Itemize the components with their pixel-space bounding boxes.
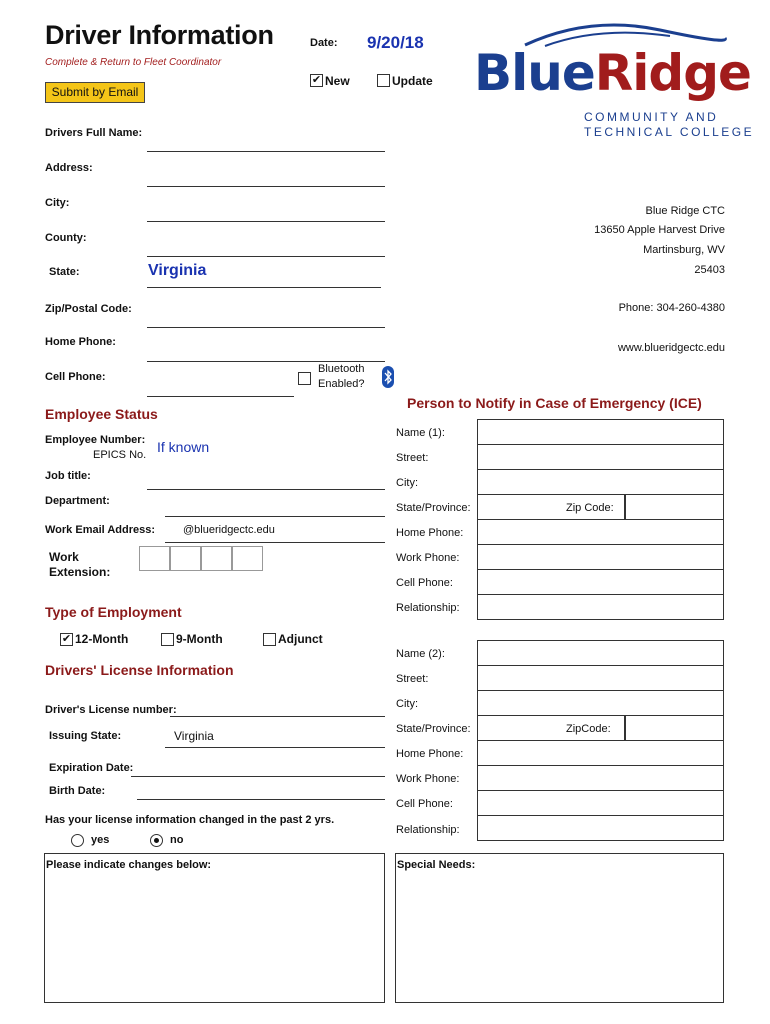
license-changes-textarea[interactable]	[44, 853, 385, 1003]
college-street: 13650 Apple Harvest Drive	[594, 224, 725, 236]
employee-number-field[interactable]: If known	[157, 439, 210, 455]
update-checkbox[interactable]	[377, 74, 390, 87]
full-name-label: Drivers Full Name:	[45, 127, 143, 139]
expiration-date-label: Expiration Date:	[49, 762, 134, 774]
ice1-relationship-field[interactable]	[477, 594, 724, 620]
cell-phone-label: Cell Phone:	[45, 371, 106, 383]
ice1-cell-phone-label: Cell Phone:	[396, 577, 453, 589]
ice1-street-label: Street:	[396, 452, 429, 464]
date-label: Date:	[310, 37, 338, 49]
ice1-home-phone-field[interactable]	[477, 519, 724, 545]
expiration-date-field[interactable]	[131, 776, 385, 777]
job-title-label: Job title:	[45, 470, 91, 482]
state-label: State:	[49, 266, 80, 278]
ice1-home-phone-label: Home Phone:	[396, 527, 464, 539]
ice2-relationship-field[interactable]	[477, 815, 724, 841]
address-label: Address:	[45, 162, 93, 174]
birth-date-label: Birth Date:	[49, 785, 106, 797]
state-underline	[147, 287, 381, 288]
city-field[interactable]	[147, 221, 385, 222]
update-label: Update	[392, 74, 433, 88]
ice1-work-phone-field[interactable]	[477, 544, 724, 570]
new-label: New	[325, 74, 350, 88]
zip-field[interactable]	[147, 327, 385, 328]
extension-digit-2[interactable]	[170, 546, 201, 571]
twelve-month-checkbox[interactable]: ✔	[61, 633, 72, 645]
nine-month-checkbox[interactable]	[161, 633, 174, 646]
license-changed-question: Has your license information changed in the past 2 yrs.	[45, 814, 335, 826]
license-heading: Drivers' License Information	[45, 662, 234, 678]
ice1-name-field[interactable]	[477, 419, 724, 445]
college-zip: 25403	[694, 264, 725, 276]
ice1-street-field[interactable]	[477, 444, 724, 470]
ice1-cell-phone-field[interactable]	[477, 569, 724, 595]
work-email-label: Work Email Address:	[45, 524, 156, 536]
county-label: County:	[45, 232, 87, 244]
ice-heading: Person to Notify in Case of Emergency (ICE)	[407, 395, 702, 411]
college-name: Blue Ridge CTC	[645, 205, 725, 217]
ice2-cell-phone-field[interactable]	[477, 790, 724, 816]
college-phone: Phone: 304-260-4380	[618, 302, 725, 314]
ice1-relationship-label: Relationship:	[396, 602, 460, 614]
county-field[interactable]	[147, 256, 385, 257]
logo-blue-text: Blue	[474, 44, 595, 102]
college-city: Martinsburg, WV	[643, 244, 725, 256]
logo-subtitle-2: TECHNICAL COLLEGE	[584, 125, 755, 139]
employee-number-label: Employee Number:	[45, 434, 146, 446]
issuing-state-label: Issuing State:	[49, 730, 122, 742]
ice2-relationship-label: Relationship:	[396, 824, 460, 836]
ice2-work-phone-label: Work Phone:	[396, 773, 460, 785]
zip-label: Zip/Postal Code:	[45, 303, 132, 315]
logo-subtitle-1: COMMUNITY AND	[584, 110, 719, 124]
ice1-state-field[interactable]	[477, 494, 625, 520]
special-needs-textarea[interactable]	[395, 853, 724, 1003]
city-label: City:	[45, 197, 70, 209]
ice2-state-field[interactable]	[477, 715, 625, 741]
no-label: no	[170, 834, 184, 846]
ice2-state-label: State/Province:	[396, 723, 471, 735]
license-number-field[interactable]	[170, 716, 385, 717]
college-logo	[474, 44, 751, 102]
logo-ridge-text: Ridge	[594, 44, 751, 102]
ice1-work-phone-label: Work Phone:	[396, 552, 460, 564]
college-web: www.blueridgectc.edu	[617, 342, 725, 354]
ice2-street-label: Street:	[396, 673, 429, 685]
extension-label-1: Work	[49, 550, 79, 564]
issuing-state-underline	[165, 747, 385, 748]
twelve-month-label: 12-Month	[75, 632, 129, 646]
extension-digit-3[interactable]	[201, 546, 232, 571]
ice1-city-field[interactable]	[477, 469, 724, 495]
nine-month-label: 9-Month	[176, 632, 223, 646]
home-phone-field[interactable]	[147, 361, 385, 362]
yes-label: yes	[91, 834, 110, 846]
adjunct-checkbox[interactable]	[263, 633, 276, 646]
department-field[interactable]	[165, 516, 385, 517]
special-needs-label: Special Needs:	[397, 859, 476, 871]
ice2-name-field[interactable]	[477, 640, 724, 666]
epics-label: EPICS No.	[93, 449, 147, 461]
ice1-state-label: State/Province:	[396, 502, 471, 514]
job-title-field[interactable]	[147, 489, 385, 490]
full-name-field[interactable]	[147, 151, 385, 152]
ice2-zip-field[interactable]	[625, 715, 724, 741]
state-field[interactable]: Virginia	[148, 262, 207, 279]
bluetooth-icon	[382, 366, 394, 388]
submit-by-email-button[interactable]: Submit by Email	[45, 82, 145, 103]
license-number-label: Driver's License number:	[45, 704, 177, 716]
department-label: Department:	[45, 495, 110, 507]
home-phone-label: Home Phone:	[45, 336, 116, 348]
page-title: Driver Information	[45, 20, 274, 50]
ice2-home-phone-field[interactable]	[477, 740, 724, 766]
extension-digit-1[interactable]	[139, 546, 170, 571]
work-email-suffix: @blueridgectc.edu	[183, 524, 275, 536]
ice2-city-field[interactable]	[477, 690, 724, 716]
adjunct-label: Adjunct	[278, 632, 323, 646]
cell-phone-field[interactable]	[147, 396, 294, 397]
license-changed-no-radio[interactable]	[150, 834, 163, 847]
page-subtitle: Complete & Return to Fleet Coordinator	[45, 57, 222, 68]
extension-digit-4[interactable]	[232, 546, 263, 571]
work-email-field[interactable]	[165, 542, 385, 543]
date-field[interactable]: 9/20/18	[367, 33, 424, 52]
ice1-city-label: City:	[396, 477, 418, 489]
birth-date-field[interactable]	[137, 799, 385, 800]
extension-label-2: Extension:	[49, 565, 111, 579]
ice2-city-label: City:	[396, 698, 418, 710]
ice1-zip-label: Zip Code:	[566, 502, 614, 514]
employee-status-heading: Employee Status	[45, 406, 158, 422]
ice1-name-label: Name (1):	[396, 427, 445, 439]
ice1-zip-field[interactable]	[625, 494, 724, 520]
ice2-work-phone-field[interactable]	[477, 765, 724, 791]
bluetooth-label-2: Enabled?	[318, 378, 365, 390]
license-changed-yes-radio[interactable]	[71, 834, 84, 847]
ice2-zip-label: ZipCode:	[566, 723, 611, 735]
bluetooth-label-1: Bluetooth	[318, 363, 365, 375]
employment-type-heading: Type of Employment	[45, 604, 182, 620]
ice2-cell-phone-label: Cell Phone:	[396, 798, 453, 810]
new-checkbox[interactable]: ✔	[311, 74, 322, 86]
address-field[interactable]	[147, 186, 385, 187]
ice2-home-phone-label: Home Phone:	[396, 748, 464, 760]
ice2-name-label: Name (2):	[396, 648, 445, 660]
license-changes-label: Please indicate changes below:	[46, 859, 212, 871]
issuing-state-field[interactable]: Virginia	[174, 729, 214, 743]
ice2-street-field[interactable]	[477, 665, 724, 691]
bluetooth-checkbox[interactable]	[298, 372, 311, 385]
